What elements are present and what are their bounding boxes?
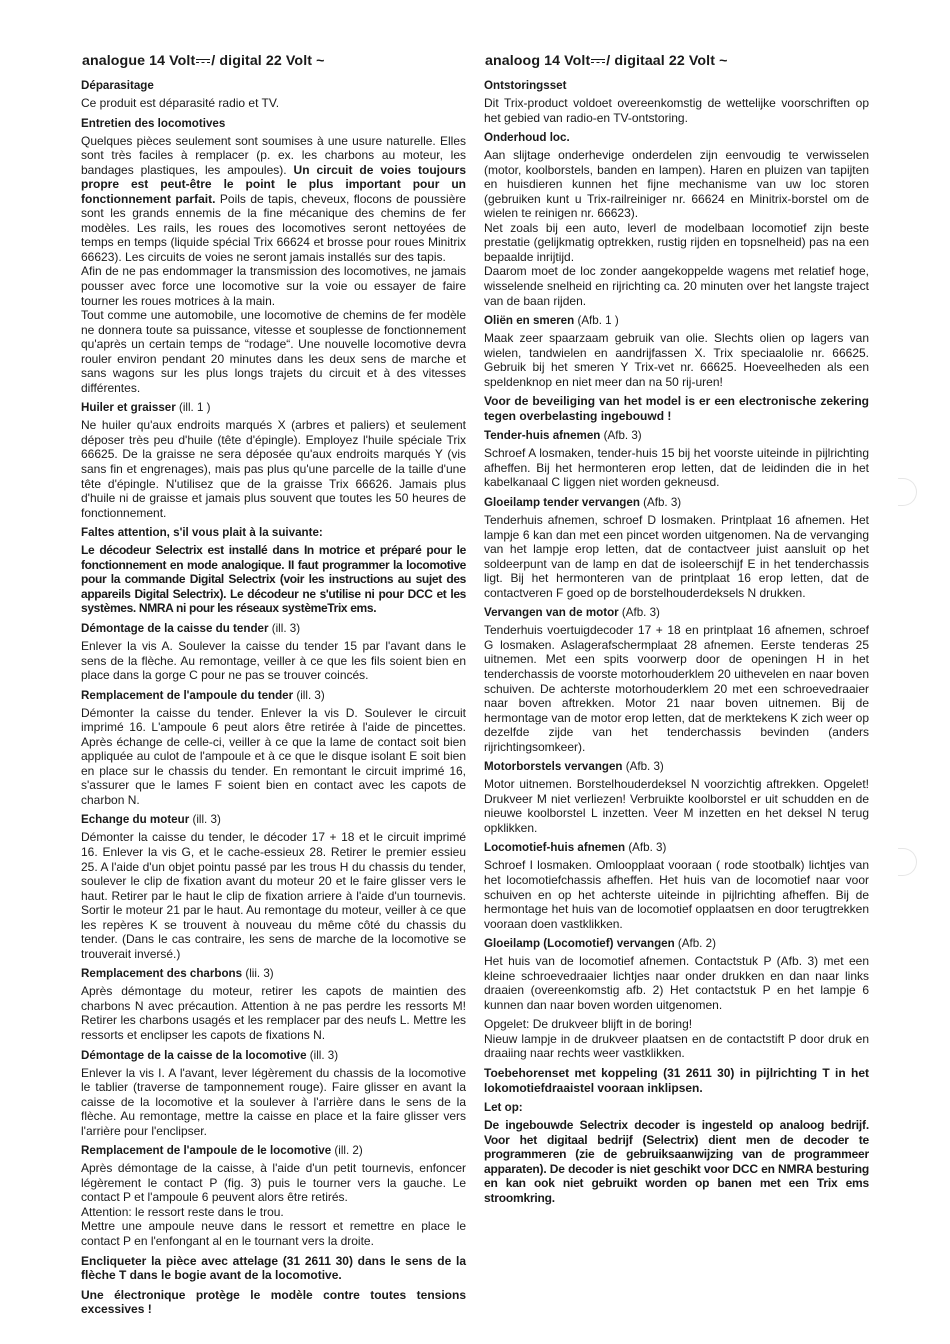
section-title: Motorborstels vervangen (Afb. 3) bbox=[484, 760, 664, 774]
section-attention bbox=[81, 525, 466, 616]
section-locomotief-huis bbox=[484, 840, 869, 931]
paragraph: Voor de beveiliging van het model is er een electronische zekering tegen overbelasting ingebouwd ! bbox=[484, 394, 869, 423]
paragraph: Schroef A losmaken, tender-huis 15 bij het voorste uiteinde in pijlrichting afheffen. Bij het hermonteren erop letten, dat de leidinden die in het kabelkanaal C liggen niet worden gekneusd. bbox=[484, 446, 869, 490]
paragraph: Tenderhuis voertuigdecoder 17 + 18 en printplaat 16 afnemen, schroef G losmaken. Aslagerafschermplaat 28 afnemen. Eerste tenderas 25 uitnemen. Met een spits voorwerp door de openingen H in het tenderchassis de voorste motorhouderklem 20 uithevelen en naar boven schuiven. De achterste motorhouderklem 20 met een schroevedraaier naar boven aftrekken. Motor 21 naar boven uitnemen. Bij de hermontage van de motor erop letten, dat de merktekens K zich weer op dezelfde zijde van het tenderchassis bevinden (anders rijrichtingsomkeer). bbox=[484, 623, 869, 754]
section-title: Let op: bbox=[484, 1101, 523, 1115]
section-title: Remplacement des charbons (lii. 3) bbox=[81, 967, 274, 981]
paragraph: Dit Trix-product voldoet overeenkomstig de wettelijke voorschriften op het gebied van radio-en TV-ontstoring. bbox=[484, 96, 869, 125]
dc-symbol-icon bbox=[591, 56, 605, 66]
paragraph: Ce produit est déparasité radio et TV. bbox=[81, 96, 280, 110]
section-title: Remplacement de l'ampoule de le locomotive (ill. 2) bbox=[81, 1144, 363, 1158]
paragraph: Het huis van de locomotief afnemen. Contactstuk P (Afb. 3) met een kleine schroevedraaier lichtjes naar onder drukken en dan naar links draaien (overeenkomstig afb. 2) Het contactstuk P en het lampje 6 kunnen dan naar boven worden uitgenomen. bbox=[484, 954, 869, 1012]
section-demontage-tender bbox=[81, 621, 466, 683]
paragraph: Une électronique protège le modèle contre toutes tensions excessives ! bbox=[81, 1287, 466, 1317]
paragraph: Après démontage de la caisse, à l'aide d'un petit tournevis, enfoncer légèrement le contact P (fig. 3) puis le tourner vers la gauche. Le contact P et l'ampoule 6 peuvent alors être retirés. bbox=[81, 1161, 466, 1205]
section-onderhoud bbox=[484, 130, 869, 308]
section-huiler bbox=[81, 400, 466, 520]
section-charbons bbox=[81, 966, 466, 1042]
section-title: Vervangen van de motor (Afb. 3) bbox=[484, 606, 660, 620]
paragraph: Nieuw lampje in de drukveer plaatsen en de contactstift P door druk en draaiing naar rechts weer vastklikken. bbox=[484, 1031, 869, 1061]
section-protection bbox=[81, 1288, 466, 1317]
column-french bbox=[81, 52, 466, 1322]
page-title-french: analogue 14 Volt / digital 22 Volt ~ bbox=[82, 53, 325, 69]
paragraph: Afin de ne pas endommager la transmission des locomotives, ne jamais pousser avec force une locomotive sur la voie ou essayer de faire tourner les roues motrices à la main. bbox=[81, 264, 466, 308]
paragraph: Encliqueter la pièce avec attelage (31 2611 30) dans le sens de la flèche T dans le bogie avant de la locomotive. bbox=[81, 1253, 466, 1283]
column-dutch bbox=[484, 52, 869, 1210]
section-title: Gloeilamp (Locomotief) vervangen (Afb. 2) bbox=[484, 937, 716, 951]
section-entretien bbox=[81, 116, 466, 396]
punch-hole-mark bbox=[898, 478, 917, 506]
paragraph: Schroef I losmaken. Omloopplaat vooraan ( rode stootbalk) lichtjes van het locomotiefchassis afheffen. Het huis van de locomotief naar voor schuiven en op het achterste uiteinde in pijlrichting afheffen. Bij de hermontage het huis van de locomotief opplaatsen en door terugtrekken vooraan doen vastklikken. bbox=[484, 858, 869, 931]
paragraph: Tout comme une automobile, une locomotive de chemins de fer modèle ne donnera toute sa puissance, vitesse et souplesse de fonctionnement qu'après un certain temps de “rodage“. Une nouvelle locomotive devra rouler environ pendant 20 minutes dans les deux sens de marche et sans wagons sur les plus longs trajets du circuit et à des vitesses différentes. bbox=[81, 308, 466, 395]
section-ampoule-tender bbox=[81, 688, 466, 808]
paragraph: Toebehorenset met koppeling (31 2611 30) in pijlrichting T in het lokomotiefdraaistel vooraan inklipsen. bbox=[484, 1065, 869, 1095]
paragraph: Après démontage du moteur, retirer les capots de maintien des charbons N avec précaution. Attention à ne pas perdre les ressorts M! Retirer les charbons usagés et les remplacer par des neufs L. Mettre les ressorts et enclipser les capots de fixations N. bbox=[81, 984, 466, 1042]
section-caisse-locomotive bbox=[81, 1048, 466, 1139]
section-deparasitage bbox=[81, 78, 466, 111]
paragraph: Quelques pièces seulement sont soumises à une usure naturelle. Elles sont très faciles à remplacer (p. ex. les charbons au moteur, les bandages plastiques, les ampoules). Un circuit de voies toujours propre est peut-être le point le plus important pour un fonctionnement parfait. Poils de tapis, cheveux, flocons de poussière sont les grands ennemis de la fine mécanique des chemins de fer modèles. Les rails, les roues des locomotives seront nettoyées de temps en temps (liquide spécial Trix 66624 et brosse pour roues Minitrix 66623). Les circuits de voies ne seront jamais installés sur des tapis. bbox=[81, 133, 466, 264]
section-title: Entretien des locomotives bbox=[81, 116, 226, 130]
paragraph: Démonter la caisse du tender. Enlever la vis D. Soulever le circuit imprimé 16. L'ampoule 6 peut alors être retirée à l'aide de pincettes. Après échange de celle-ci, veiller à ce que la lame de contact soit bien appliquée au culot de l'ampoule et à ce que le disque isolant E soit bien en place sur le chassis du tender. En remontant le circuit imprimé 16, s'assurer que le lames F soient bien en contact avec les capots de charbon N. bbox=[81, 705, 466, 807]
section-beveiliging bbox=[484, 394, 869, 423]
section-toebehorenset bbox=[484, 1066, 869, 1095]
section-title: Tender-huis afnemen (Afb. 3) bbox=[484, 429, 642, 443]
section-gloeilamp-tender bbox=[484, 495, 869, 600]
dc-symbol-icon bbox=[196, 56, 210, 66]
section-title: Locomotief-huis afnemen (Afb. 3) bbox=[484, 841, 667, 855]
paragraph: De ingebouwde Selectrix decoder is ingesteld op analoog bedrijf. Voor het digitaal bedrijf (Selectrix) dient men de decoder te programmeren (zie de gebruiksaanwijzing van de programmeer apparaten). De decoder is niet geschikt voor DCC en NMRA besturing en kan ook niet gebruikt worden op banen met een Trix ems stroomkring. bbox=[484, 1118, 869, 1205]
section-echange-moteur bbox=[81, 812, 466, 961]
paragraph: Daarom moet de loc zonder aangekoppelde wagens met relatief hoge, wisselende snelheid en rijrichting ca. 20 minuten over het langste traject van de baan rijden. bbox=[484, 264, 869, 308]
paragraph: Aan slijtage onderhevige onderdelen zijn eenvoudig te verwisselen (motor, koolborstels, banden en lampen). Haren en pluizen van tapijten en huisdieren kunnen het fijne mechanisme van uw loc storen (gebruiken kunt u Trix-railreiniger nr. 66624 en Minitrix-borstel om de wielen te reinigen nr. 66623). bbox=[484, 148, 869, 221]
section-let-op bbox=[484, 1100, 869, 1205]
paragraph: Ne huiler qu'aux endroits marqués X (arbres et paliers) et seulement déposer très peu d'huile (tête d'épingle). Employez l'huile spéciale Trix 66625. De la graisse ne sera déposée qu'aux endroits marqués Y (vis sans fin et engrenages), mais pas plus qu'une parcelle de la taille d'une tête d'épingle. N'utilisez que de la graisse Trix 66626. Jamais plus d'huile ni de graisse et jamais plus souvent que toutes les 50 heures de fonctionnement. bbox=[81, 418, 466, 520]
paragraph: Enlever la vis A. Soulever la caisse du tender 15 par l'avant dans le sens de la flèche. Au remontage, veiller à ce que les fils soient bien en place dans la gorge C pour ne pas se trouver coincés. bbox=[81, 638, 466, 683]
section-motor bbox=[484, 605, 869, 754]
paragraph: Motor uitnemen. Borstelhouderdeksel N voorzichtig aftrekken. Opgelet! Drukveer M niet verliezen! Verbruikte koolborstel er uit schudden en de nieuwe koolborstel L inzetten. Veer M inzetten en het deksel N terug opklikken. bbox=[484, 777, 869, 835]
section-ontstoringsset bbox=[484, 78, 869, 125]
section-olien bbox=[484, 313, 869, 389]
paragraph: Opgelet: De drukveer blijft in de boring! bbox=[484, 1017, 693, 1032]
section-title: Echange du moteur (ill. 3) bbox=[81, 813, 221, 827]
section-title: Démontage de la caisse de la locomotive (ill. 3) bbox=[81, 1048, 339, 1062]
paragraph: Mettre une ampoule neuve dans le ressort et remettre en place le contact P en l'enfongant al en le tournant vers la droite. bbox=[81, 1219, 466, 1248]
section-title: Déparasitage bbox=[81, 79, 154, 92]
paragraph: Net zoals bij een auto, leverl de modelbaan locomotief zijn beste prestatie (gelijkmatig optrekken, rustig rijden en topsnelheid) pas na een bepaalde inrijtijd. bbox=[484, 220, 869, 264]
section-title: Oliën en smeren (Afb. 1 ) bbox=[484, 314, 619, 328]
section-opgelet bbox=[484, 1017, 869, 1061]
paragraph: Tenderhuis afnemen, schroef D losmaken. Printplaat 16 afnemen. Het lampje 6 kan dan met een pincet worden uitgenomen. Na de vervanging van het lampje erop letten, dat de contactveer juist aansluit op het soldeerpunt van de lamp en dat de isoleerschijf E in het tenderchassis ligt. Bij het hermonteren van de printplaat 16 erop letten, dat de contactveren F goed op de borstelhouderdeksels N drukken. bbox=[484, 513, 869, 600]
section-title: Onderhoud loc. bbox=[484, 131, 570, 145]
section-title: Faltes attention, s'il vous plait à la suivante: bbox=[81, 526, 323, 540]
section-ampoule-locomotive bbox=[81, 1143, 466, 1248]
section-motorborstels bbox=[484, 759, 869, 835]
page-title-dutch: analoog 14 Volt / digitaal 22 Volt ~ bbox=[485, 53, 728, 69]
section-attelage bbox=[81, 1254, 466, 1283]
paragraph: Attention: le ressort reste dans le trou. bbox=[81, 1204, 284, 1219]
section-title: Ontstoringsset bbox=[484, 79, 567, 92]
paragraph: Maak zeer spaarzaam gebruik van olie. Slechts olien op lagers van wielen, tandwielen en aandrijfassen X. Trix speciaalolie nr. 66625. Gebruik bij het smeren Y Trix-vet nr. 66625. Hoeveelheden als een speldenknop en niet meer dan na 50 rij-uren! bbox=[484, 331, 869, 389]
section-title: Remplacement de l'ampoule du tender (ill. 3) bbox=[81, 688, 325, 702]
section-gloeilamp-locomotief bbox=[484, 936, 869, 1012]
paragraph: Enlever la vis I. A l'avant, lever légèrement du chassis de la locomotive le tablier (traverse de tamponnement rouge). Faire glisser en avant la caisse de la locomotive et la soulever à l'arrière dans le sens de la flèche. Au remontage, mettre la caisse en place et la faire glisser vers l'arrière pour l'enclipser. bbox=[81, 1065, 466, 1138]
section-title: Gloeilamp tender vervangen (Afb. 3) bbox=[484, 496, 682, 510]
section-title: Démontage de la caisse du tender (ill. 3) bbox=[81, 621, 301, 635]
paragraph: Démonter la caisse du tender, le décoder 17 + 18 et le circuit imprimé 16. Enlever la vis G, et le cache-essieux 28. Retirer le premier essieu 25. A l'aide d'un objet pointu passé par les trous H du chassis du tender, soulever le clip de fixation avant du moteur 20 et le faire glisser vers le haut. Retirer par le haut le clip de fixation arriere à l'aide d'un tournevis. Sortir le moteur 21 par le haut. Au remontage du moteur, veiller à ce que les repères K se trouvent à nouveau du même côté du chassis du tender. (Dans le cas contraire, les sens de marche de la locomotive se trouverait inversé.) bbox=[81, 830, 466, 961]
punch-hole-mark bbox=[898, 848, 917, 876]
section-tender-huis bbox=[484, 428, 869, 490]
section-title: Huiler et graisser (ill. 1 ) bbox=[81, 401, 211, 415]
paragraph: Le décodeur Selectrix est installé dans In motrice et préparé pour le fonctionnement en mode analogique. II faut programmer la locomotive pour la commande Digital Selectrix (voir les instructions au sujet des appareils Digital Selectrix). Le décodeur ne s'utilise ni pour DCC et les systèmes. NMRA ni pour les réseaux systèmeTrix ems. bbox=[81, 543, 466, 616]
